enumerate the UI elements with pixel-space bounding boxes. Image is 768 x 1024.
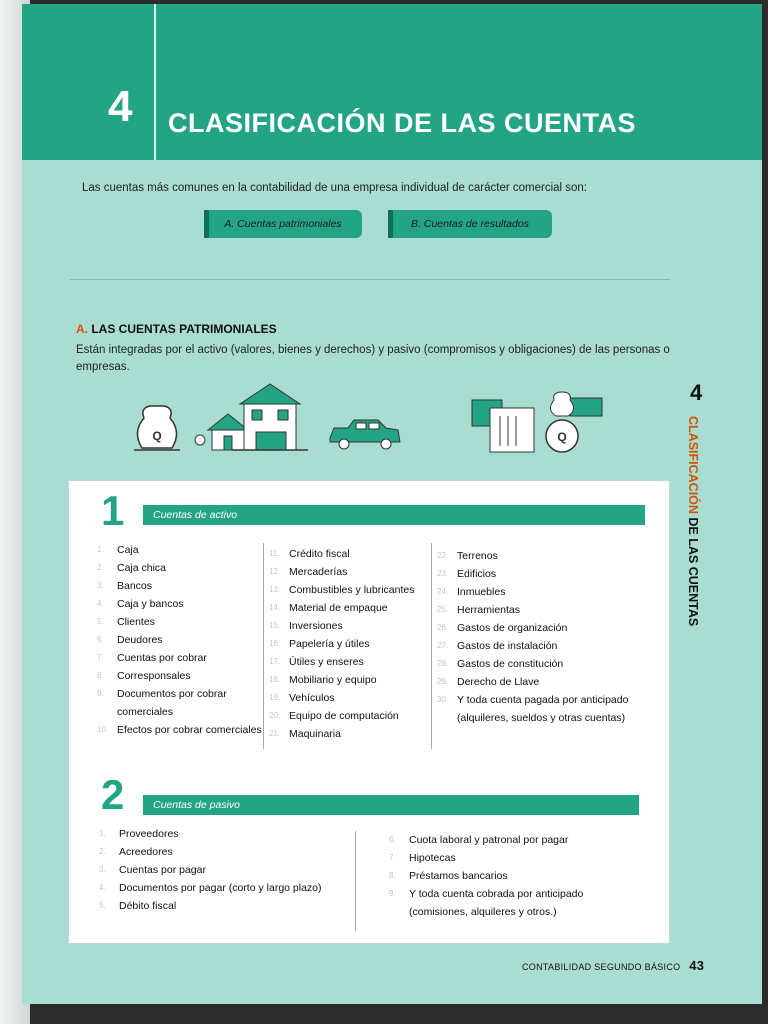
list-item: [269, 707, 439, 725]
list-item-number: 6.: [389, 835, 396, 844]
activo-list-col1: [97, 541, 277, 739]
coin-symbol: Q: [557, 430, 567, 444]
list-item-text: Efectos por cobrar comerciales: [117, 724, 262, 736]
list-item-number: 19.: [269, 693, 281, 702]
book-page: [22, 4, 762, 1004]
sidebar-text-part1: CLASIFICACIÓN: [686, 416, 700, 514]
list-item: [437, 601, 647, 619]
activo-col-separator-1: [263, 543, 264, 749]
pasivo-list-col2: [389, 831, 609, 921]
list-item-number: 20.: [269, 711, 281, 720]
list-item-number: 15.: [269, 621, 281, 630]
pasivo-list-col1: [99, 825, 359, 915]
pasivo-col-separator: [355, 831, 356, 931]
list-item: [437, 637, 647, 655]
section-a-heading: [76, 322, 277, 336]
list-item-number: 7.: [97, 653, 104, 662]
list-item-number: 24.: [437, 587, 449, 596]
list-item-text: Gastos de constitución: [457, 658, 564, 670]
list-item: [97, 649, 277, 667]
list-item: [99, 861, 359, 879]
list-item-number: 7.: [389, 853, 396, 862]
list-item-number: 9.: [389, 889, 396, 898]
list-item-number: 29.: [437, 677, 449, 686]
list-item-text: Útiles y enseres: [289, 656, 364, 668]
list-item-text: Cuentas por pagar: [119, 864, 206, 876]
list-item-text: Deudores: [117, 634, 163, 646]
list-item-number: 4.: [99, 883, 106, 892]
document-payment-icon: [472, 400, 534, 452]
car-icon: [330, 420, 400, 449]
list-item-text: Caja: [117, 544, 139, 556]
pill-cuentas-patrimoniales: A. Cuentas patrimoniales: [204, 210, 362, 238]
list-item-text: Corresponsales: [117, 670, 191, 682]
list-item-number: 21.: [269, 729, 281, 738]
list-item: [97, 559, 277, 577]
list-item: [97, 541, 277, 559]
pasivo-band: Cuentas de pasivo: [143, 795, 639, 815]
list-item-text: Cuota laboral y patronal por pagar: [409, 834, 569, 846]
list-item: [269, 653, 439, 671]
pill-cuentas-resultados: B. Cuentas de resultados: [388, 210, 552, 238]
chapter-title: CLASIFICACIÓN DE LAS CUENTAS: [168, 108, 637, 138]
list-item-number: 5.: [97, 617, 104, 626]
list-item-number: 3.: [97, 581, 104, 590]
list-item-text: Bancos: [117, 580, 153, 592]
list-item-text: Gastos de instalación: [457, 640, 558, 652]
sidebar-number: 4: [690, 380, 703, 405]
list-item-text: Y toda cuenta cobrada por anticipado (comisiones, alquileres y otros.): [409, 888, 584, 918]
list-item: [97, 577, 277, 595]
list-item-number: 8.: [97, 671, 104, 680]
list-item-number: 14.: [269, 603, 281, 612]
list-item: [437, 619, 647, 637]
list-item-text: Acreedores: [119, 846, 173, 858]
list-item-text: Documentos por pagar (corto y largo plazo): [119, 882, 322, 894]
list-item-text: Documentos por cobrar comerciales: [117, 688, 227, 718]
list-item-number: 17.: [269, 657, 281, 666]
list-item: [437, 655, 647, 673]
list-item-text: Papelería y útiles: [289, 638, 370, 650]
money-bag-symbol: Q: [152, 429, 162, 443]
list-item-text: Maquinaria: [289, 728, 341, 740]
list-item-text: Cuentas por cobrar: [117, 652, 207, 664]
list-item-number: 9.: [97, 689, 104, 698]
list-item: [99, 843, 359, 861]
list-item: [389, 831, 609, 849]
list-item: [97, 613, 277, 631]
list-item-text: Material de empaque: [289, 602, 388, 614]
list-item: [437, 691, 647, 727]
activo-col-separator-2: [431, 543, 432, 749]
list-item-number: 10.: [97, 725, 109, 734]
list-item: [389, 867, 609, 885]
list-item-number: 11.: [269, 549, 280, 558]
list-item: [269, 725, 439, 743]
header-divider: [154, 4, 156, 160]
list-item: [99, 825, 359, 843]
accounts-box: [68, 480, 670, 944]
list-item-text: Mobiliario y equipo: [289, 674, 377, 686]
list-item-number: 28.: [437, 659, 449, 668]
list-item: [269, 689, 439, 707]
list-item-text: Crédito fiscal: [289, 548, 350, 560]
list-item-number: 3.: [99, 865, 106, 874]
assets-illustration: [22, 378, 762, 460]
list-item-number: 6.: [97, 635, 104, 644]
section-a-description: Están integradas por el activo (valores, bienes y derechos) y pasivo (compromisos y obligaciones) de las personas o empresas.: [76, 344, 670, 373]
list-item-number: 1.: [99, 829, 106, 838]
list-item: [97, 631, 277, 649]
chapter-number: 4: [108, 82, 133, 131]
list-item: [269, 617, 439, 635]
page-footer: [522, 958, 704, 973]
small-house-icon: [195, 414, 248, 450]
list-item-text: Débito fiscal: [119, 900, 177, 912]
list-item-number: 5.: [99, 901, 106, 910]
list-item: [269, 671, 439, 689]
list-item: [99, 897, 359, 915]
list-item-number: 1.: [97, 545, 104, 554]
list-item-text: Proveedores: [119, 828, 179, 840]
list-item: [269, 599, 439, 617]
list-item-number: 2.: [99, 847, 106, 856]
list-item-text: Edificios: [457, 568, 497, 580]
list-item-number: 4.: [97, 599, 104, 608]
list-item: [97, 721, 277, 739]
list-item-text: Mercaderías: [289, 566, 348, 578]
list-item-text: Clientes: [117, 616, 155, 628]
list-item-text: Caja y bancos: [117, 598, 184, 610]
money-bag-icon: [134, 406, 180, 450]
list-item-text: Equipo de computación: [289, 710, 399, 722]
vertical-chapter-label: [686, 380, 716, 660]
list-item-text: Y toda cuenta pagada por anticipado (alquileres, sueldos y otras cuentas): [457, 694, 629, 724]
activo-list-col2: [269, 545, 439, 743]
intro-text: Las cuentas más comunes en la contabilidad de una empresa individual de carácter comercial son:: [82, 182, 588, 194]
list-item: [97, 595, 277, 613]
list-item-number: 18.: [269, 675, 281, 684]
sidebar-text: [686, 416, 700, 626]
list-item-number: 12.: [269, 567, 281, 576]
list-item: [99, 879, 359, 897]
list-item-text: Derecho de Llave: [457, 676, 540, 688]
list-item-text: Combustibles y lubricantes: [289, 584, 415, 596]
list-item-text: Herramientas: [457, 604, 521, 616]
list-item: [389, 849, 609, 867]
list-item-text: Inmuebles: [457, 586, 506, 598]
list-item-number: 23.: [437, 569, 449, 578]
list-item: [269, 563, 439, 581]
sidebar-text-part2: DE LAS CUENTAS: [686, 517, 700, 627]
pasivo-number: 2: [101, 771, 125, 818]
list-item-text: Inversiones: [289, 620, 343, 632]
list-item-number: 25.: [437, 605, 449, 614]
list-item-text: Terrenos: [457, 550, 498, 562]
list-item-number: 2.: [97, 563, 104, 572]
list-item-number: 13.: [269, 585, 281, 594]
list-item: [97, 667, 277, 685]
list-item-text: Vehículos: [289, 692, 335, 704]
list-item-text: Caja chica: [117, 562, 167, 574]
list-item-number: 30.: [437, 695, 449, 704]
list-item: [269, 635, 439, 653]
list-item: [269, 545, 439, 563]
coin-icon: [546, 392, 602, 452]
list-item-number: 26.: [437, 623, 449, 632]
activo-list-col3: [437, 547, 647, 727]
section-a-title: LAS CUENTAS PATRIMONIALES: [91, 322, 277, 336]
page-number: 43: [689, 958, 705, 973]
section-divider: [70, 279, 670, 280]
list-item-text: Préstamos bancarios: [409, 870, 508, 882]
chapter-header: [22, 4, 762, 160]
list-item-text: Gastos de organización: [457, 622, 568, 634]
activo-number: 1: [101, 487, 125, 534]
list-item: [437, 673, 647, 691]
list-item: [437, 547, 647, 565]
list-item: [437, 583, 647, 601]
list-item: [97, 685, 277, 721]
list-item: [389, 885, 609, 921]
list-item: [269, 581, 439, 599]
footer-book-title: CONTABILIDAD SEGUNDO BÁSICO: [522, 962, 681, 972]
list-item-number: 16.: [269, 639, 281, 648]
list-item-text: Hipotecas: [409, 852, 456, 864]
list-item-number: 27.: [437, 641, 449, 650]
section-a-letter: A.: [76, 322, 88, 336]
list-item: [437, 565, 647, 583]
list-item-number: 8.: [389, 871, 396, 880]
list-item-number: 22.: [437, 551, 449, 560]
activo-band: Cuentas de activo: [143, 505, 645, 525]
